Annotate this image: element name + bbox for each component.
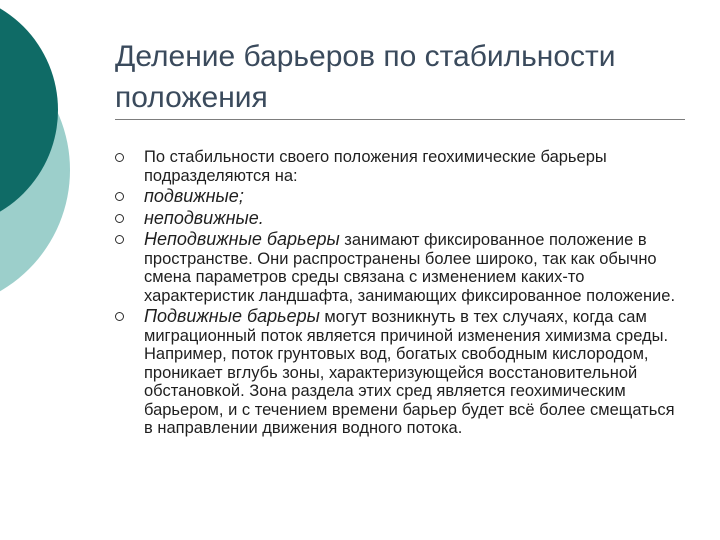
list-item bbox=[115, 187, 685, 207]
list-item bbox=[115, 148, 685, 185]
hollow-circle-icon bbox=[115, 235, 124, 244]
item-italic-text: подвижные; bbox=[144, 186, 244, 206]
list-item bbox=[115, 307, 685, 438]
hollow-circle-icon bbox=[115, 312, 124, 321]
hollow-circle-icon bbox=[115, 153, 124, 162]
list-item bbox=[115, 230, 685, 305]
decorative-circles-graphic bbox=[0, 0, 110, 300]
item-italic-text: Неподвижные барьеры bbox=[144, 229, 340, 249]
item-text: могут возникнуть в тех случаях, когда сам миграционный поток является причиной изменения химизма среды. Например, поток грунтовых вод, богатых свободным кислородом, проникает вглубь зоны, характеризующейся восстановительной обстановкой. Зона раздела этих сред является геохимическим барьером, и с течением времени барьер будет всё более смещаться в направлении движения водного потока. bbox=[144, 308, 675, 437]
item-italic-text: неподвижные. bbox=[144, 207, 264, 228]
hollow-circle-icon bbox=[115, 192, 124, 201]
hollow-circle-icon bbox=[115, 214, 124, 223]
item-text: занимают фиксированное положение в пространстве. Они распространены более широко, так как обычно смена параметров среды связана с изменением каких-то характеристик ландшафта, занимающих фиксированное положение. bbox=[144, 231, 676, 305]
list-item bbox=[115, 209, 685, 229]
decorative-circles bbox=[0, 0, 110, 300]
item-text: По стабильности своего положения геохимические барьеры подразделяются на: bbox=[144, 148, 607, 185]
slide-title: Деление барьеров по стабильности положения bbox=[115, 40, 616, 114]
title-divider bbox=[115, 119, 685, 120]
bullet-list bbox=[115, 148, 685, 438]
item-italic-text: Подвижные барьеры bbox=[144, 306, 320, 326]
